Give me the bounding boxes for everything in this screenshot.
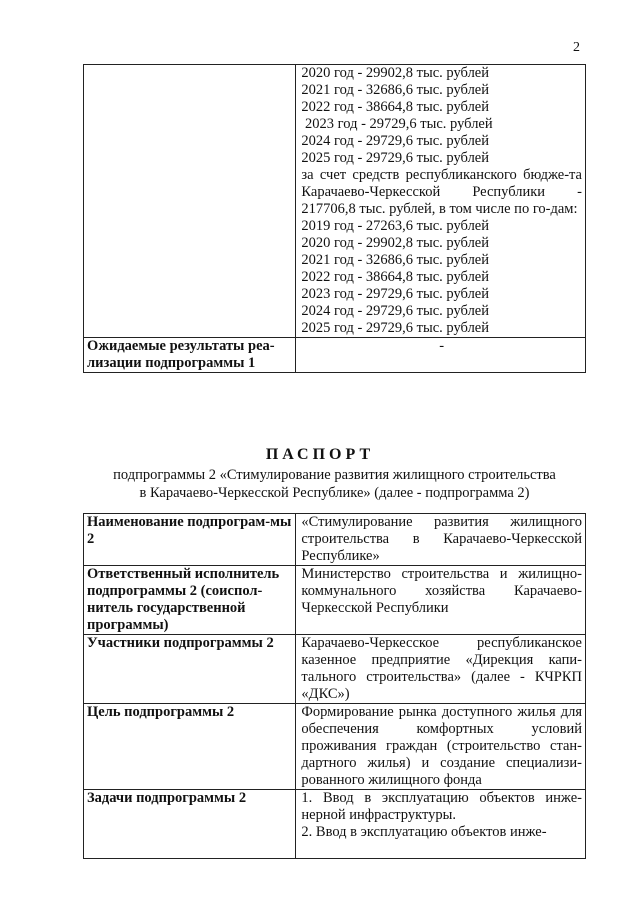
row-value: «Стимулирование развития жилищного строительства в Карачаево-Черкесской Республике» [296, 514, 586, 566]
expected-results-label: Ожидаемые результаты реа-лизации подпрограммы 1 [84, 338, 296, 373]
funding-year-line: 2022 год - 38664,8 тыс. рублей [301, 269, 490, 285]
funding-year-line: 2021 год - 32686,6 тыс. рублей [301, 252, 490, 268]
subtitle-line: подпрограммы 2 «Стимулирование развития жилищного строительства [113, 467, 556, 483]
row-label: Участники подпрограммы 2 [84, 635, 296, 704]
task-line: 1. Ввод в эксплуатацию объектов инже-нерной инфраструктуры. [301, 790, 582, 823]
funding-year-line: 2025 год - 29729,6 тыс. рублей [301, 150, 490, 166]
funding-year-line: 2023 год - 29729,6 тыс. рублей [301, 286, 490, 302]
table-row [84, 635, 586, 704]
table-row [84, 65, 586, 338]
funding-year-line: 2019 год - 27263,6 тыс. рублей [301, 218, 490, 234]
funding-source-text: за счет средств республиканского бюдже-та Карачаево-Черкесской Республики - 217706,8 тыс. рублей, в том числе по го-дам: [301, 167, 582, 217]
table-row [84, 514, 586, 566]
passport-heading: ПАСПОРТ [265, 446, 375, 463]
funding-year-line: 2021 год - 32686,6 тыс. рублей [301, 82, 490, 98]
funding-year-line: 2024 год - 29729,6 тыс. рублей [301, 133, 490, 149]
table-row [84, 790, 586, 859]
funding-year-line: 2024 год - 29729,6 тыс. рублей [301, 303, 490, 319]
funding-year-line: 2023 год - 29729,6 тыс. рублей [301, 116, 493, 132]
funding-year-line: 2020 год - 29902,8 тыс. рублей [301, 65, 490, 81]
page-number: 2 [573, 40, 580, 55]
subtitle-line: в Карачаево-Черкесской Республике» (далее - подпрограмма 2) [139, 485, 530, 501]
subprogram1-continuation-table [83, 64, 586, 373]
funding-year-line: 2025 год - 29729,6 тыс. рублей [301, 320, 490, 336]
passport-subtitle [83, 466, 586, 502]
row-label: Задачи подпрограммы 2 [84, 790, 296, 859]
row-label: Цель подпрограммы 2 [84, 704, 296, 790]
table-row [84, 704, 586, 790]
row-value: Формирование рынка доступного жилья для обеспечения комфортных условий проживания граждан (строительство стан-дартного жилья) и создание специализи-рованного жилищного фонда [296, 704, 586, 790]
task-line: 2. Ввод в эксплуатацию объектов инже- [301, 824, 547, 840]
funding-year-line: 2022 год - 38664,8 тыс. рублей [301, 99, 490, 115]
row-label: Ответственный исполнитель подпрограммы 2 (соиспол-нитель государственной программы) [84, 566, 296, 635]
empty-label-cell [84, 65, 296, 338]
funding-year-line: 2020 год - 29902,8 тыс. рублей [301, 235, 490, 251]
expected-results-value: - [296, 338, 586, 373]
table-row [84, 338, 586, 373]
table-row [84, 566, 586, 635]
row-value: Карачаево-Черкесское республиканское казенное предприятие «Дирекция капи-тального строительства» (далее - КЧРКП «ДКС») [296, 635, 586, 704]
subprogram2-passport-table [83, 513, 586, 859]
row-label: Наименование подпрограм-мы 2 [84, 514, 296, 566]
funding-cell [296, 65, 586, 338]
row-value: Министерство строительства и жилищно-коммунального хозяйства Карачаево-Черкесской Республики [296, 566, 586, 635]
row-value [296, 790, 586, 859]
